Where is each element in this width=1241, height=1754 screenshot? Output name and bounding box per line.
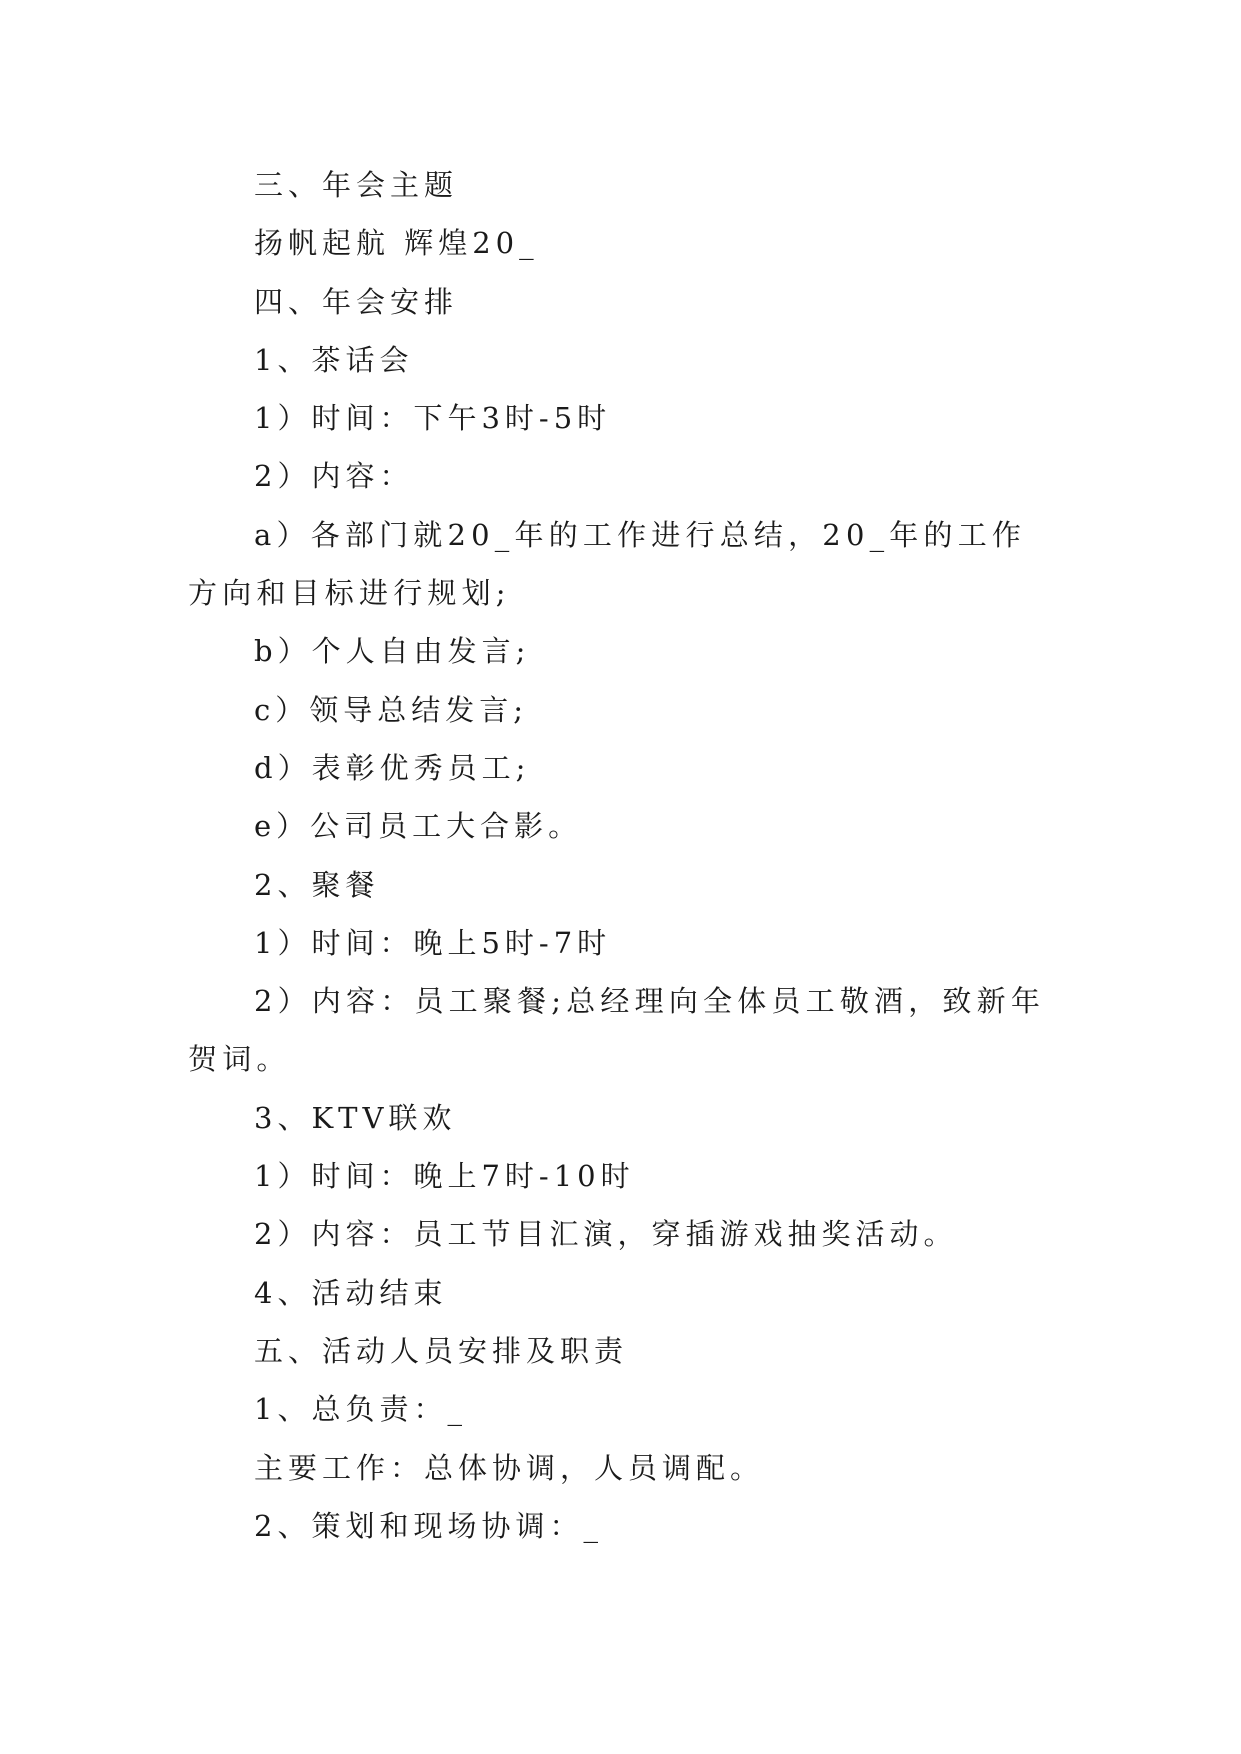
ktv-time: 1）时间：晚上7时-10时 (254, 1159, 635, 1194)
dinner-time: 1）时间：晚上5时-7时 (254, 925, 612, 960)
tea-party-content-b: b）个人自由发言; (254, 634, 531, 669)
theme-text: 扬帆起航 辉煌20_ (254, 226, 539, 261)
tea-party-content-c: c）领导总结发言; (254, 692, 529, 727)
tea-party-content-d: d）表彰优秀员工; (254, 750, 531, 785)
document-body (188, 156, 1053, 1555)
staff-general-lead-duty: 主要工作：总体协调，人员调配。 (254, 1450, 765, 1485)
section-heading-staff: 五、活动人员安排及职责 (254, 1333, 629, 1368)
staff-planning-coordination: 2、策划和现场协调：_ (254, 1508, 603, 1543)
item-tea-party: 1、茶话会 (254, 342, 414, 377)
tea-party-content-label: 2）内容： (254, 459, 414, 494)
section-heading-arrangement: 四、年会安排 (254, 284, 459, 319)
tea-party-content-a: a）各部门就20_年的工作进行总结，20_年的工作方向和目标进行规划; (188, 517, 1027, 611)
item-dinner: 2、聚餐 (254, 867, 380, 902)
staff-general-lead: 1、总负责：_ (254, 1392, 467, 1427)
item-event-end: 4、活动结束 (254, 1275, 448, 1310)
tea-party-content-e: e）公司员工大合影。 (254, 809, 583, 844)
item-ktv: 3、KTV联欢 (254, 1100, 457, 1135)
section-heading-theme: 三、年会主题 (254, 168, 459, 202)
dinner-content: 2）内容：员工聚餐;总经理向全体员工敬酒，致新年贺词。 (188, 984, 1046, 1077)
tea-party-time: 1）时间：下午3时-5时 (254, 401, 612, 436)
ktv-content: 2）内容：员工节目汇演，穿插游戏抽奖活动。 (254, 1217, 958, 1252)
